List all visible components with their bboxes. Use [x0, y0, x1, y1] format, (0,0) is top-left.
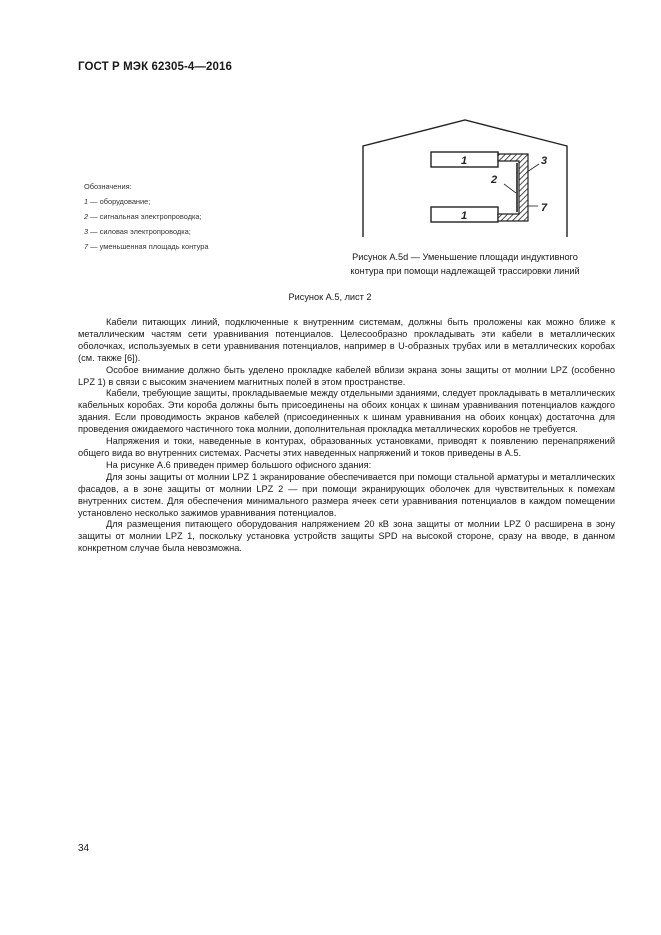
legend-item	[84, 224, 208, 239]
label-line: 2	[491, 174, 498, 186]
paragraph: Для размещения питающего оборудования напряжением 20 кВ зона защиты от молнии LPZ 0 расширена в зону защиты от молнии LPZ 1, поскольку установка устройств защиты SPD на высокой стороне, сразу на вводе, в данном конкретном случае была невозможна.	[78, 519, 615, 554]
figure-caption-line: Рисунок А.5d — Уменьшение площади индуктивного	[352, 252, 578, 262]
page-number: 34	[78, 843, 90, 854]
figure-caption	[330, 251, 600, 278]
paragraph: Кабели питающих линий, подключенные к внутренним системам, должны быть проложены как можно ближе к металлическим частям сети уравнивания потенциалов. Целесообразно прокладывать эти кабели в металлических оболочках, используемых в сети уравнивания потенциалов, например в U-образных трубах или в металлических коробах (см. также [6]).	[78, 317, 615, 363]
document-header: ГОСТ Р МЭК 62305-4—2016	[78, 61, 232, 73]
label-box-bottom: 1	[460, 210, 468, 222]
figure-sheet-caption: Рисунок А.5, лист 2	[288, 292, 372, 302]
legend-item-number: 3	[84, 227, 89, 236]
paragraph: Для зоны защиты от молнии LPZ 1 экранирование обеспечивается при помощи стальной арматуры и металлических фасадов, а в зоне защиты от молнии LPZ 2 — при помощи экранирующих оболочек для чувствительных к помехам внутренних систем. Для обеспечения минимального размера ячеек сети уравнивания потенциалов в каждом помещении установлено несколько зажимов уравнивания потенциалов.	[78, 471, 615, 518]
paragraph: На рисунке А.6 приведен пример большого офисного здания:	[106, 459, 372, 470]
legend-item-number: 7	[84, 242, 89, 251]
figure-a5d-diagram	[360, 118, 580, 238]
legend-item-number: 1	[84, 197, 89, 206]
legend-item-text: — сигнальная электропроводка;	[88, 212, 202, 221]
label-box-top: 1	[460, 155, 468, 167]
power-wiring-hatched	[498, 154, 528, 221]
paragraph: Особое внимание должно быть уделено прокладке кабелей вблизи экрана зоны защиты от молнии LPZ (особенно LPZ 1) в связи с высоким значением магнитных полей в этом пространстве.	[78, 364, 615, 387]
legend-item	[84, 194, 208, 209]
paragraph: Напряжения и токи, наведенные в контурах, образованных установками, приводят к появлению перенапряжений общего вида во внутренних системах. Расчеты этих наведенных напряжений и токов приведены в А.5.	[78, 436, 615, 458]
body-text	[78, 317, 615, 555]
leader-line-2	[504, 184, 516, 193]
legend-title: Обозначения:	[84, 182, 132, 191]
figure-caption-line: контура при помощи надлежащей трассировки линий	[350, 265, 580, 276]
legend-item-number: 2	[84, 212, 89, 221]
legend-item-text: — силовая электропроводка;	[88, 227, 191, 236]
leader-line-3	[527, 164, 539, 172]
figure-legend	[84, 179, 208, 254]
paragraph: Кабели, требующие защиты, прокладываемые между отдельными зданиями, следует прокладывать в металлических кабельных коробах. Эти короба должны быть присоединены на обоих концах к шинам уравнивания потенциалов каждого здания. Если проводимость экранов кабелей (присоединенных к шинам уравнивания на обоих концах) достаточна для проведения ожидаемого частичного тока молнии, дополнительная прокладка металлических коробов не требуется.	[78, 388, 615, 435]
legend-item-text: — уменьшенная площадь контура	[88, 242, 209, 251]
legend-item	[84, 239, 208, 254]
label-bottom-right: 7	[541, 202, 548, 214]
legend-item	[84, 209, 208, 224]
legend-item-text: — оборудование;	[88, 197, 151, 206]
label-top-right: 3	[541, 155, 548, 167]
